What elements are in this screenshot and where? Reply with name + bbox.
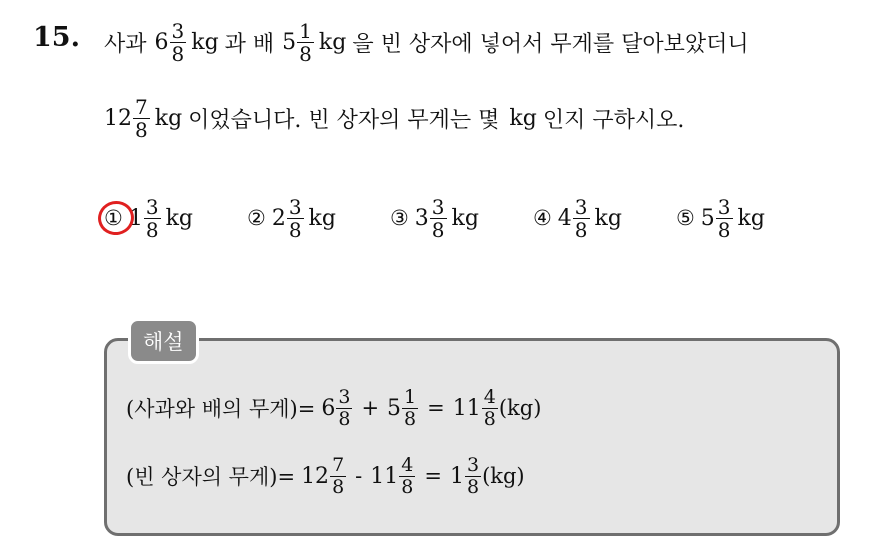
question-line-1 [104, 12, 749, 72]
choice-5[interactable] [675, 194, 771, 242]
equals-sign: = [427, 396, 445, 420]
selected-circle-mark [95, 198, 137, 239]
unit-label: kg [154, 105, 183, 131]
term-whole: 12 [301, 463, 330, 489]
question-text: 사과 [104, 31, 147, 57]
choice-4[interactable] [532, 194, 628, 242]
apple-fraction: $\frac{3}{8}$ [171, 18, 185, 66]
unit-label: (kg) [482, 464, 525, 488]
choice-marker: ② [246, 206, 266, 230]
question-line-2 [104, 88, 684, 148]
choice-marker: ⑤ [675, 206, 695, 230]
question-text: 과 배 [224, 31, 275, 57]
choice-fraction: $\frac{3}{8}$ [431, 194, 445, 242]
choice-whole: 5 [700, 205, 715, 231]
choice-fraction: $\frac{3}{8}$ [145, 194, 159, 242]
solution-label: 해설 [128, 318, 199, 364]
term-whole: 6 [321, 395, 336, 421]
choice-whole: 4 [557, 205, 572, 231]
question-text: 이었습니다. 빈 상자의 무게는 몇 [188, 107, 500, 133]
result-fraction: $\frac{3}{8}$ [466, 453, 480, 498]
choice-fraction: $\frac{3}{8}$ [288, 194, 302, 242]
unit-label: kg [737, 205, 765, 231]
choice-marker: ④ [532, 206, 552, 230]
unit-label: kg [308, 205, 336, 231]
unit-label: kg [509, 105, 537, 131]
pear-fraction: $\frac{1}{8}$ [299, 18, 312, 66]
term-fraction: $\frac{1}{8}$ [404, 385, 417, 430]
pear-whole: 5 [282, 29, 297, 55]
unit-label: kg [594, 205, 622, 231]
choice-marker: ① [104, 206, 123, 230]
unit-label: kg [451, 205, 479, 231]
question-text: 을 빈 상자에 넣어서 무게를 달아보았더니 [352, 31, 749, 57]
unit-label: kg [165, 205, 193, 231]
unit-label: (kg) [498, 396, 542, 420]
result-whole: 1 [449, 463, 464, 489]
question-number: 15. [33, 22, 80, 53]
total-fraction: $\frac{7}{8}$ [135, 94, 148, 142]
choice-marker: ③ [389, 206, 409, 230]
solution-row-1 [126, 380, 541, 436]
choice-1[interactable] [104, 194, 199, 242]
choice-fraction: $\frac{3}{8}$ [574, 194, 588, 242]
total-whole: 12 [104, 105, 132, 131]
choice-whole: 2 [271, 205, 286, 231]
unit-label: kg [191, 29, 219, 55]
term-fraction: $\frac{4}{8}$ [401, 453, 414, 498]
term-fraction: $\frac{7}{8}$ [332, 453, 345, 498]
equals-sign: = [424, 464, 442, 488]
minus-operator: - [355, 464, 363, 488]
result-whole: 11 [452, 395, 481, 421]
question-text: 인지 구하시오. [542, 107, 685, 133]
term-whole: 11 [370, 463, 399, 489]
choice-whole: 3 [414, 205, 429, 231]
solution-row-2 [126, 448, 525, 504]
choice-fraction: $\frac{3}{8}$ [717, 194, 731, 242]
answer-choices [104, 190, 771, 246]
solution-box [104, 338, 840, 536]
unit-label: kg [318, 29, 347, 55]
term-whole: 5 [387, 395, 402, 421]
term-fraction: $\frac{3}{8}$ [338, 385, 351, 430]
solution-lhs: (빈 상자의 무게)= [126, 465, 296, 489]
result-fraction: $\frac{4}{8}$ [483, 385, 496, 430]
solution-lhs: (사과와 배의 무게)= [126, 397, 316, 421]
plus-operator: + [361, 396, 380, 420]
choice-whole: 1 [128, 205, 143, 231]
choice-3[interactable] [389, 194, 485, 242]
choice-2[interactable] [246, 194, 342, 242]
apple-whole: 6 [154, 29, 169, 55]
